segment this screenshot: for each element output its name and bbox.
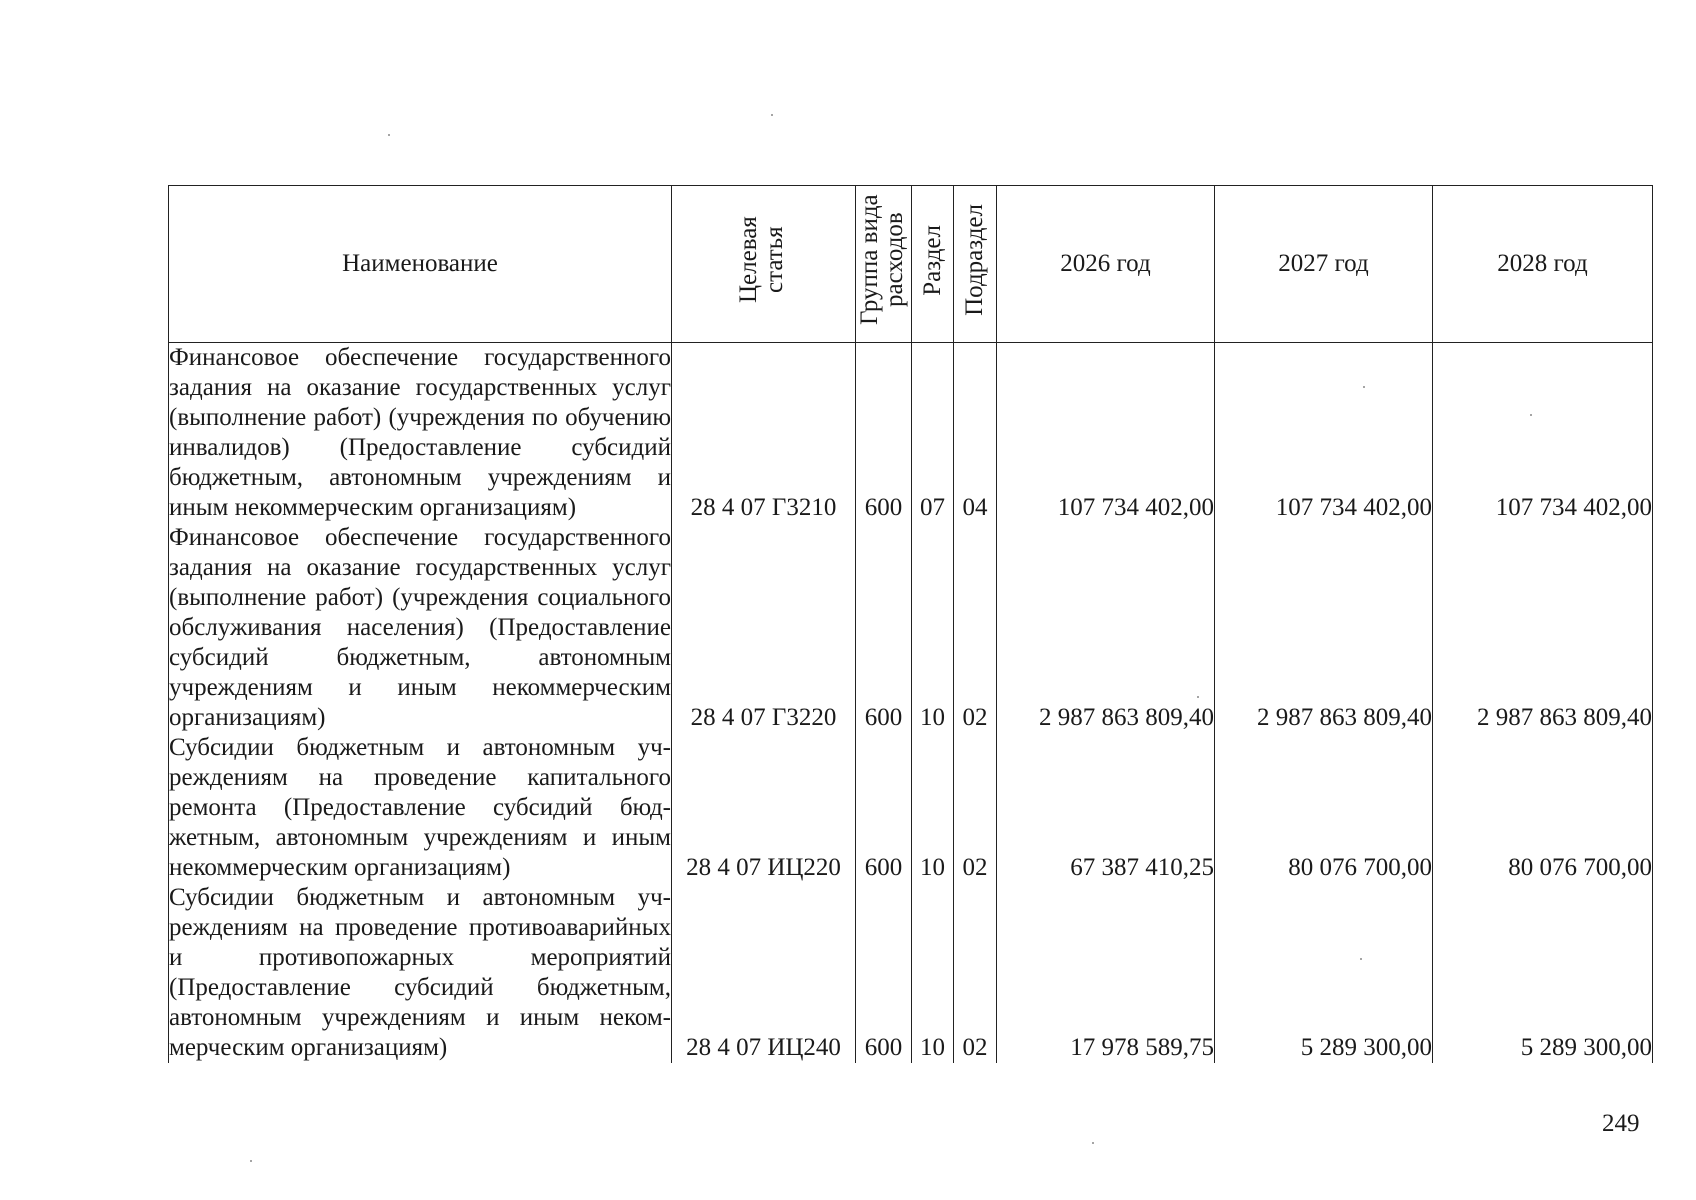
table-row (169, 733, 1653, 883)
row-2026: 17 978 589,75 (997, 883, 1215, 1063)
row-expense-group: 600 (856, 733, 912, 883)
header-target-article (672, 186, 856, 343)
scan-speck (250, 1160, 252, 1162)
header-subsection (954, 186, 997, 343)
header-expense-group-label: Группа вида расходов (855, 194, 908, 326)
row-name: Финансовое обеспечение государственного задания на оказание государственных услуг (выполнение работ) (учреждения социального обслуживания населения) (Предоставление субсидий бюджетным, автономным учреждениям и иным некоммерческим организациям) (169, 524, 671, 731)
header-2026: 2026 год (997, 186, 1215, 343)
row-expense-group: 600 (856, 523, 912, 733)
row-2027: 107 734 402,00 (1215, 343, 1433, 524)
header-name: Наименование (169, 186, 672, 343)
scan-speck (1530, 414, 1532, 416)
row-2028: 107 734 402,00 (1433, 343, 1653, 524)
header-2028: 2028 год (1433, 186, 1653, 343)
row-name: Финансовое обеспечение государственного задания на оказание государственных услуг (выполнение работ) (учреждения по обучению инвалидов) (Предоставление субсидий бюджетным, автономным учреждениям и иным некоммерческим организациям) (169, 344, 671, 521)
row-section: 07 (912, 343, 954, 524)
table-row (169, 883, 1653, 1063)
table-header-row (169, 186, 1653, 343)
row-section: 10 (912, 523, 954, 733)
header-section (912, 186, 954, 343)
row-2027: 80 076 700,00 (1215, 733, 1433, 883)
table-row (169, 343, 1653, 524)
row-expense-group: 600 (856, 883, 912, 1063)
row-subsection: 02 (954, 733, 997, 883)
row-target-article: 28 4 07 Г3220 (672, 523, 856, 733)
row-subsection: 02 (954, 883, 997, 1063)
row-2028: 80 076 700,00 (1433, 733, 1653, 883)
page-number: 249 (1602, 1110, 1640, 1137)
scan-speck (1197, 696, 1199, 698)
header-target-article-label: Целевая статья (734, 216, 788, 304)
row-section: 10 (912, 883, 954, 1063)
row-subsection: 04 (954, 343, 997, 524)
row-2027: 2 987 863 809,40 (1215, 523, 1433, 733)
row-target-article: 28 4 07 Г3210 (672, 343, 856, 524)
scan-speck (1092, 1142, 1094, 1144)
scan-speck (771, 114, 773, 116)
row-2026: 2 987 863 809,40 (997, 523, 1215, 733)
scan-speck (1363, 386, 1365, 388)
row-2028: 2 987 863 809,40 (1433, 523, 1653, 733)
row-2026: 67 387 410,25 (997, 733, 1215, 883)
row-2027: 5 289 300,00 (1215, 883, 1433, 1063)
row-target-article: 28 4 07 ИЦ240 (672, 883, 856, 1063)
row-name: Субсидии бюджетным и автономным учреждениям на проведение капитального ремонта (Предоставление субсидий бюджетным, автономным учреждениям и иным некоммерческим организациям) (169, 734, 671, 881)
table-row (169, 523, 1653, 733)
row-subsection: 02 (954, 523, 997, 733)
header-2027: 2027 год (1215, 186, 1433, 343)
header-section-label: Раздел (918, 224, 946, 296)
row-name: Субсидии бюджетным и автономным учреждениям на проведение противоаварийных и противопожарных мероприятий (Предоставление субсидий бюджетным, автономным учреждениям и иным некоммерческим организациям) (169, 884, 671, 1061)
row-2026: 107 734 402,00 (997, 343, 1215, 524)
row-section: 10 (912, 733, 954, 883)
row-target-article: 28 4 07 ИЦ220 (672, 733, 856, 883)
header-subsection-label: Подраздел (961, 204, 988, 316)
row-2028: 5 289 300,00 (1433, 883, 1653, 1063)
budget-table (168, 185, 1653, 1063)
row-expense-group: 600 (856, 343, 912, 524)
scan-speck (388, 134, 390, 136)
header-expense-group (856, 186, 912, 343)
scan-speck (1360, 958, 1362, 960)
